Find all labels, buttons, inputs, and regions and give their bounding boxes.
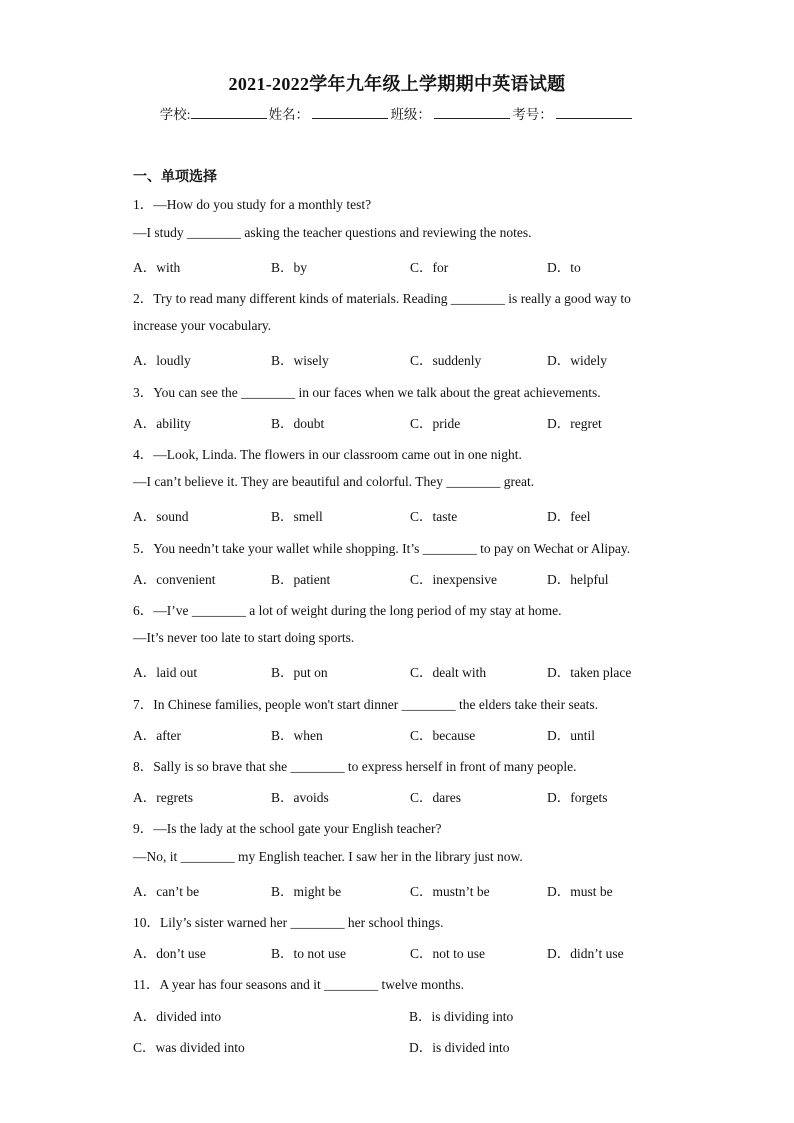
class-label: 班级：: [390, 107, 431, 122]
question-6-option-c: C．dealt with: [410, 665, 487, 680]
question-11-option-b: B．is dividing into: [409, 1009, 514, 1024]
question-10-line-1: 10．Lily’s sister warned her ________ her school things.: [133, 915, 444, 930]
question-4-option-d: D．feel: [547, 509, 591, 524]
question-11-option-c: C．was divided into: [133, 1040, 245, 1055]
question-10-option-b: B．to not use: [271, 946, 347, 961]
question-8-option-b: B．avoids: [271, 790, 329, 805]
question-6-line-1: 6．—I’ve ________ a lot of weight during the long period of my stay at home.: [133, 603, 562, 618]
question-2-line-1: 2．Try to read many different kinds of materials. Reading ________ is really a good way to: [133, 291, 631, 306]
question-2-option-b: B．wisely: [271, 353, 329, 368]
question-8-option-a: A．regrets: [133, 790, 193, 805]
question-7-option-b: B．when: [271, 728, 323, 743]
exam-no-label: 考号：: [512, 107, 553, 122]
question-3-option-a: A．ability: [133, 416, 191, 431]
section-heading: 一、单项选择: [133, 170, 217, 185]
question-6-option-a: A．laid out: [133, 665, 198, 680]
name-label: 姓名：: [268, 107, 310, 122]
question-5-option-c: C．inexpensive: [410, 572, 497, 587]
question-5-option-a: A．convenient: [133, 572, 216, 587]
student-info-line: [0, 103, 794, 123]
question-11-line-1: 11．A year has four seasons and it ________ twelve months.: [133, 977, 464, 992]
question-9-option-a: A．can’t be: [133, 884, 200, 899]
school-blank: [191, 105, 267, 119]
question-2-option-a: A．loudly: [133, 353, 191, 368]
question-10-option-c: C．not to use: [410, 946, 486, 961]
question-3-option-c: C．pride: [410, 416, 461, 431]
question-11-option-a: A．divided into: [133, 1009, 222, 1024]
question-1-line-1: 1．—How do you study for a monthly test?: [133, 197, 372, 212]
class-blank: [434, 105, 510, 119]
name-blank: [312, 105, 388, 119]
question-2-option-d: D．widely: [547, 353, 607, 368]
question-9-option-d: D．must be: [547, 884, 613, 899]
question-2-line-2: increase your vocabulary.: [133, 318, 272, 333]
question-3-option-b: B．doubt: [271, 416, 325, 431]
question-5-option-d: D．helpful: [547, 572, 609, 587]
question-6-option-d: D．taken place: [547, 665, 632, 680]
question-9-option-b: B．might be: [271, 884, 342, 899]
question-4-option-c: C．taste: [410, 509, 458, 524]
question-11-option-d: D．is divided into: [409, 1040, 510, 1055]
question-6-line-2: —It’s never too late to start doing sports.: [133, 630, 355, 645]
question-7-line-1: 7．In Chinese families, people won't start dinner ________ the elders take their seats.: [133, 697, 599, 712]
question-4-line-1: 4．—Look, Linda. The flowers in our classroom came out in one night.: [133, 447, 522, 462]
question-9-line-2: —No, it ________ my English teacher. I saw her in the library just now.: [133, 849, 523, 864]
question-4-line-2: —I can’t believe it. They are beautiful and colorful. They ________ great.: [133, 474, 535, 489]
question-3-option-d: D．regret: [547, 416, 602, 431]
question-10-option-d: D．didn’t use: [547, 946, 624, 961]
question-1-option-d: D．to: [547, 260, 581, 275]
question-1-line-2: —I study ________ asking the teacher questions and reviewing the notes.: [133, 225, 532, 240]
question-2-option-c: C．suddenly: [410, 353, 482, 368]
question-8-line-1: 8．Sally is so brave that she ________ to express herself in front of many people.: [133, 759, 577, 774]
question-1-option-a: A．with: [133, 260, 181, 275]
question-1-option-c: C．for: [410, 260, 449, 275]
question-7-option-a: A．after: [133, 728, 181, 743]
question-6-option-b: B．put on: [271, 665, 328, 680]
page-title: 2021-2022学年九年级上学期期中英语试题: [228, 74, 566, 94]
question-9-line-1: 9．—Is the lady at the school gate your English teacher?: [133, 821, 442, 836]
question-9-option-c: C．mustn’t be: [410, 884, 490, 899]
question-1-option-b: B．by: [271, 260, 308, 275]
school-label: 学校:: [159, 107, 191, 122]
question-3-line-1: 3．You can see the ________ in our faces when we talk about the great achievements.: [133, 385, 601, 400]
question-8-option-c: C．dares: [410, 790, 461, 805]
exam-no-blank: [556, 105, 632, 119]
question-4-option-a: A．sound: [133, 509, 189, 524]
question-8-option-d: D．forgets: [547, 790, 608, 805]
question-5-line-1: 5．You needn’t take your wallet while shopping. It’s ________ to pay on Wechat or Alipay.: [133, 541, 631, 556]
question-7-option-c: C．because: [410, 728, 476, 743]
question-4-option-b: B．smell: [271, 509, 323, 524]
question-10-option-a: A．don’t use: [133, 946, 206, 961]
question-5-option-b: B．patient: [271, 572, 331, 587]
question-7-option-d: D．until: [547, 728, 596, 743]
